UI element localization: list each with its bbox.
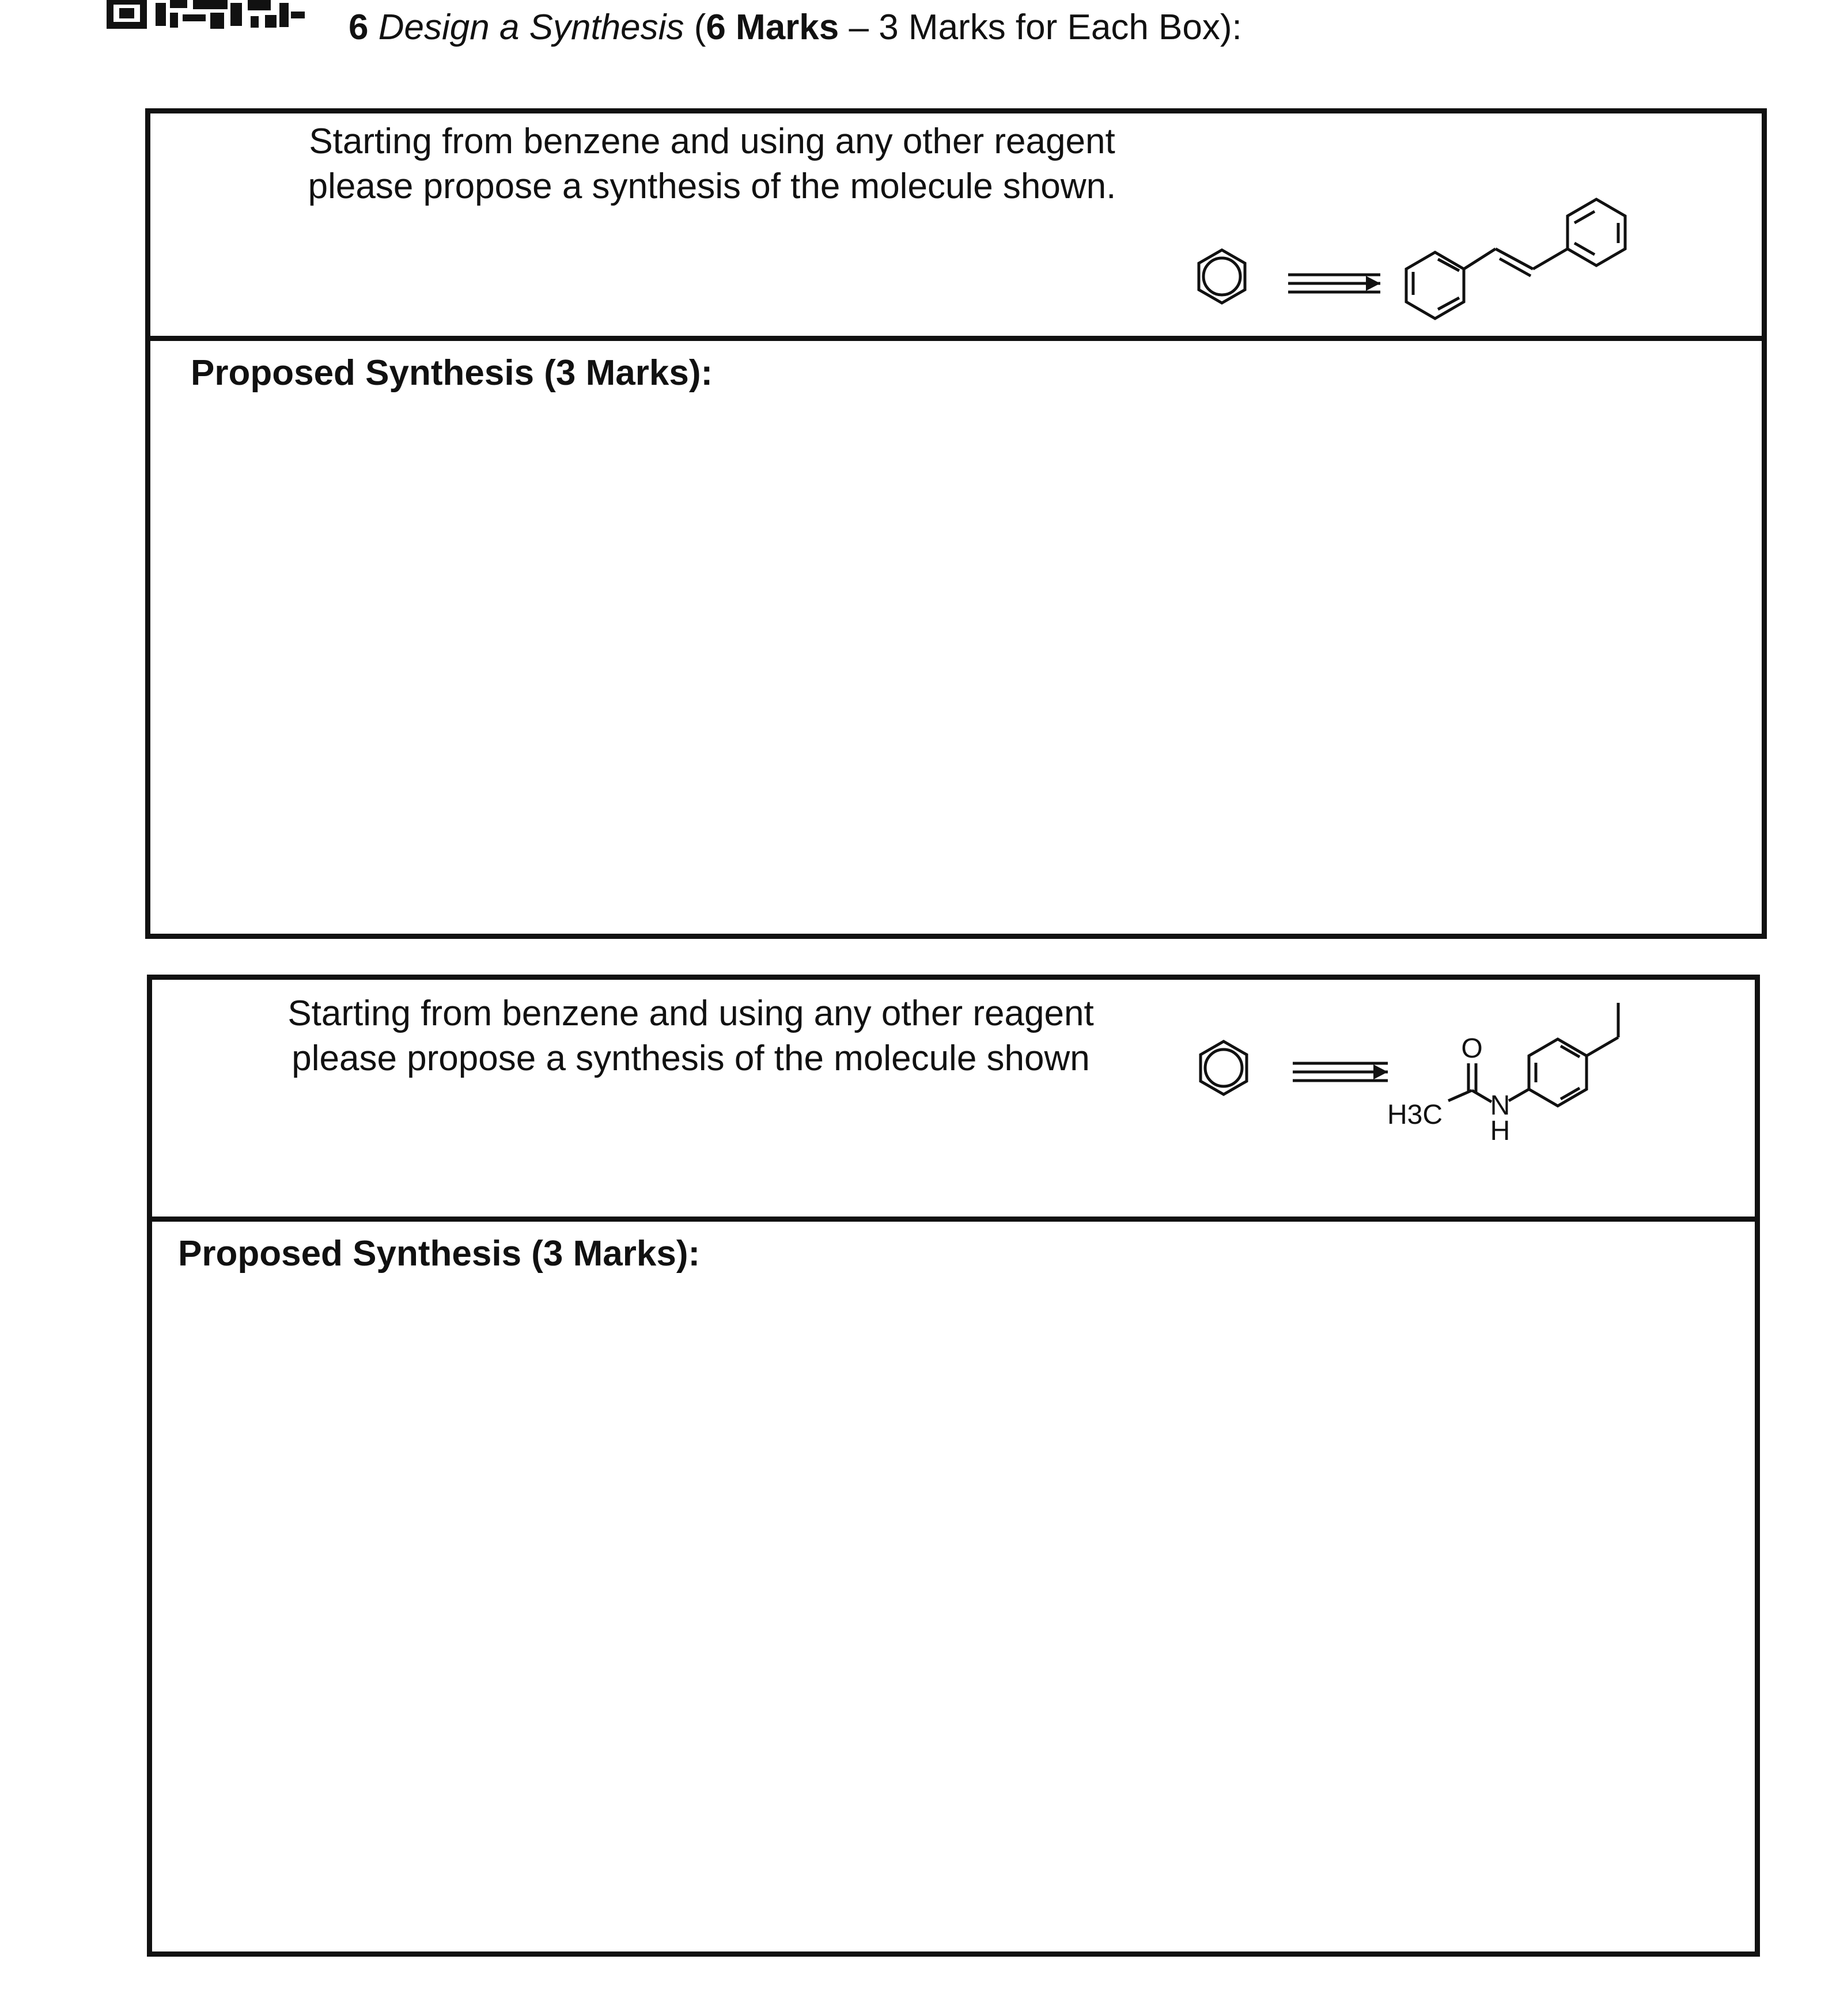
qr-code-fragment: [107, 0, 308, 35]
prompt-line-2: please propose a synthesis of the molecule shown: [292, 1039, 1090, 1078]
oxygen-label: O: [1461, 1033, 1483, 1064]
marks-breakdown: – 3 Marks for Each Box):: [839, 7, 1242, 47]
synthesis-scheme-2: [1160, 991, 1759, 1216]
synthesis-scheme-1: [1164, 131, 1763, 332]
answer-label-2: Proposed Synthesis (3 Marks):: [178, 1234, 701, 1274]
prompt-text-2: [215, 991, 1166, 1081]
marks-open-paren: (: [694, 7, 706, 47]
question-box-2: [147, 975, 1760, 1957]
nitrogen-label: N: [1490, 1090, 1511, 1121]
methyl-label: H3C: [1387, 1100, 1443, 1130]
target-molecule-stilbene: [1406, 199, 1625, 319]
hydrogen-label: H: [1490, 1116, 1511, 1146]
prompt-row-2: [152, 980, 1755, 1222]
question-title: Design a Synthesis: [378, 7, 684, 47]
answer-area-1[interactable]: [173, 413, 1739, 922]
benzene-ring-icon: [1201, 1041, 1247, 1094]
answer-label-1: Proposed Synthesis (3 Marks):: [191, 353, 713, 393]
prompt-line-1: Starting from benzene and using any other reagent: [287, 994, 1094, 1033]
question-heading: [349, 7, 1242, 48]
benzene-ring-icon: [1199, 250, 1245, 303]
answer-area-2[interactable]: [175, 1294, 1732, 1940]
prompt-row-1: [150, 113, 1762, 341]
retrosynthesis-arrow-icon: [1288, 275, 1380, 292]
retrosynthesis-arrow-icon: [1293, 1063, 1388, 1081]
prompt-text-1: [237, 119, 1187, 209]
question-number: 6: [349, 7, 369, 47]
prompt-line-2: please propose a synthesis of the molecule shown.: [308, 166, 1116, 206]
prompt-line-1: Starting from benzene and using any other reagent: [309, 122, 1115, 161]
total-marks: 6 Marks: [706, 7, 839, 47]
question-box-1: [145, 108, 1767, 939]
